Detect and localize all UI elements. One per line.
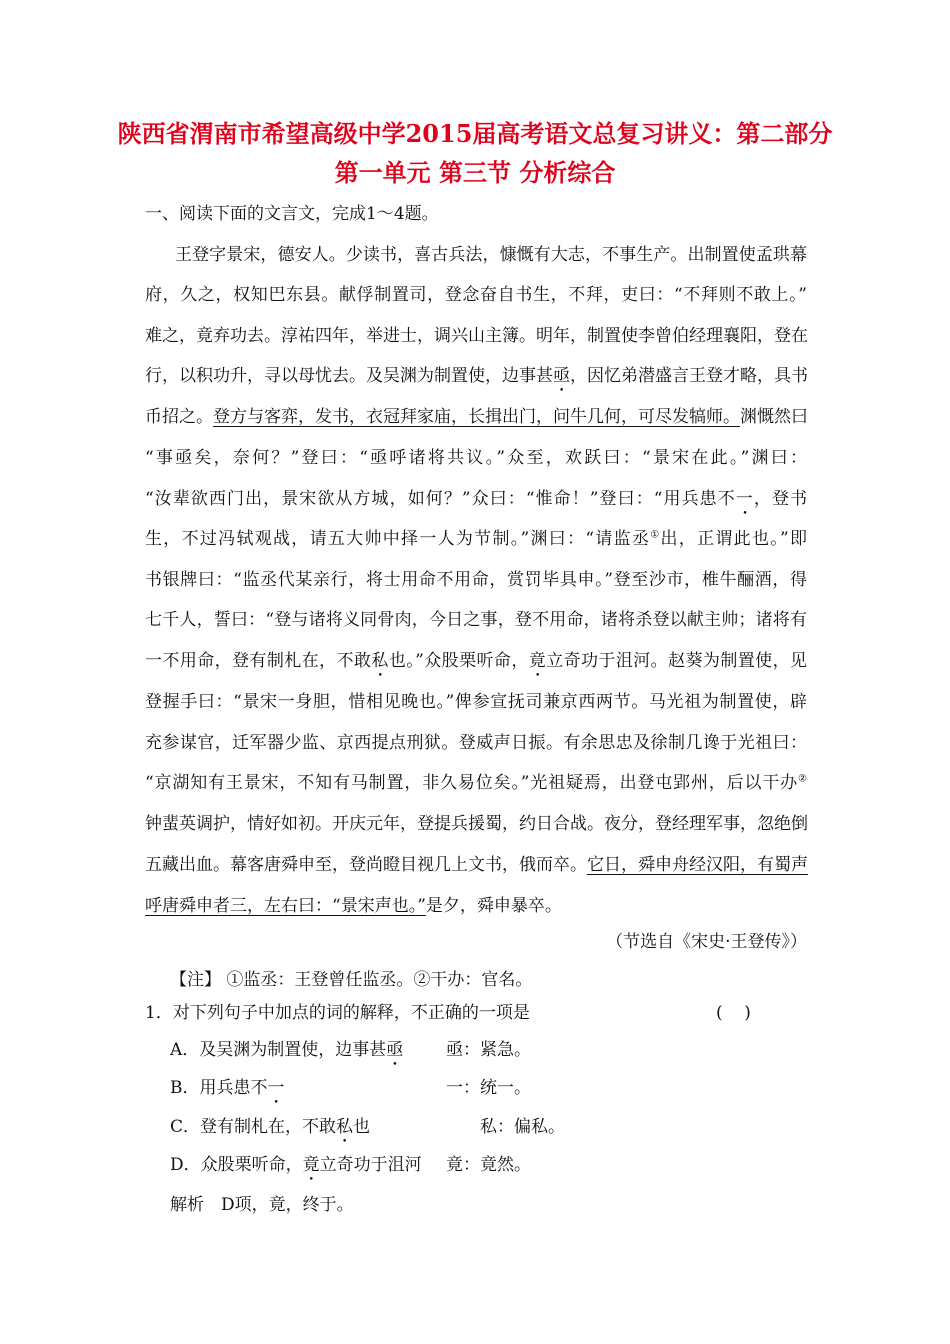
answer-blank: ( ) [716,1003,751,1023]
dotted-word: 竟 [302,1155,320,1175]
option-c: C．登有制札在，不敢私也 [170,1117,371,1137]
footnote-marker: ① [650,529,661,541]
document-title-line-2: 第一单元 第三节 分析综合 [334,158,616,187]
dotted-word: 私 [371,651,389,671]
passage-source: （节选自《宋史·王登传》） [606,932,807,952]
passage-line: 难之，竟弃功去。淳祐四年，举进士，调兴山主簿。明年，制置使李曾伯经理襄阳，登在 [145,326,808,346]
question-stem: 1．对下列句子中加点的词的解释，不正确的一项是 [145,1003,530,1023]
passage-line: 府，久之，权知巴东县。献俘制置司，登念奋自书生，不拜，吏曰：“不拜则不敢上。” [145,285,807,305]
answer-analysis: 解析 D项，竟，终于。 [170,1195,354,1215]
passage-line: 王登字景宋，德安人。少读书，喜古兵法，慷慨有大志，不事生产。出制置使孟珙幕 [175,245,807,265]
dotted-word: 亟 [386,1040,404,1060]
passage-line: “汝辈欲西门出，景宋欲从方城，如何？”众曰：“惟命！”登曰：“用兵患不一，登书 [145,489,808,509]
option-b: B．用兵患不一 [170,1078,285,1098]
passage-line: 币招之。登方与客弈，发书，衣冠拜家庙，长揖出门，问牛几何，可尽发犒师。渊慨然曰 [145,407,808,427]
passage-line: 一不用命，登有制札在，不敢私也。”众股栗听命，竟立奇功于沮河。赵葵为制置使，见 [145,651,808,671]
option-d-explanation: 竟：竟然。 [446,1155,531,1175]
option-a: A．及吴渊为制置使，边事甚亟 [170,1040,404,1060]
dotted-word: 私 [336,1117,354,1137]
underlined-sentence: 登方与客弈，发书，衣冠拜家庙，长揖出门，问牛几何，可尽发犒师。 [213,407,740,427]
dotted-word: 一 [735,489,754,509]
dotted-word: 亟 [553,366,570,386]
document-title-line-1: 陕西省渭南市希望高级中学2015届高考语文总复习讲义：第二部分 [117,119,833,148]
passage-line: 生，不过冯轼观战，请五大帅中择一人为节制。”渊曰：“请监丞①出，正谓此也。”即 [145,529,807,549]
dotted-word: 一 [267,1078,285,1098]
passage-line: 充参谋官，迁军器少监、京西提点刑狱。登威声日振。有余思忠及徐制几谗于光祖曰： [145,733,807,753]
annotation-note: 【注】 ①监丞：王登曾任监丞。②干办：官名。 [170,970,533,990]
passage-line: 钟蜚英调护，情好如初。开庆元年，登提兵援蜀，约日合战。夜分，登经理军事，忽绝倒 [145,814,808,834]
passage-line: 书银牌曰：“监丞代某亲行，将士用命不用命，赏罚毕具申。”登至沙市，椎牛酾酒，得 [145,570,807,590]
option-a-explanation: 亟：紧急。 [446,1040,531,1060]
reading-instruction: 一、阅读下面的文言文，完成1～4题。 [145,204,439,224]
passage-line: “事亟矣，奈何？”登曰：“亟呼诸将共议。”众至，欢跃曰：“景宋在此。”渊曰： [145,448,807,468]
passage-line: “京湖知有王景宋，不知有马制置，非久易位矣。”光祖疑焉，出登屯郢州，后以干办② [145,773,807,793]
passage-line: 登握手曰：“景宋一身胆，惜相见晚也。”俾参宣抚司兼京西两节。马光祖为制置使，辟 [145,692,807,712]
underlined-sentence: 呼唐舜申者三，左右曰：“景宋声也。” [145,896,426,916]
underlined-sentence: 它日，舜申舟经汉阳，有蜀声 [587,855,808,875]
option-c-explanation: 私：偏私。 [480,1117,565,1137]
passage-line: 五藏出血。幕客唐舜申至，登尚瞪目视几上文书，俄而卒。它日，舜申舟经汉阳，有蜀声 [145,855,808,875]
dotted-word: 竟 [528,651,547,671]
option-d: D．众股栗听命，竟立奇功于沮河 [170,1155,422,1175]
passage-line: 七千人，誓曰：“登与诸将义同骨肉，今日之事，登不用命，诸将杀登以献主帅；诸将有 [145,610,807,630]
passage-line: 呼唐舜申者三，左右曰：“景宋声也。”是夕，舜申暴卒。 [145,896,562,916]
footnote-marker: ② [798,773,807,785]
option-b-explanation: 一：统一。 [446,1078,531,1098]
passage-line: 行，以积功升，寻以母忧去。及吴渊为制置使，边事甚亟，因忆弟潜盛言王登才略，具书 [145,366,808,386]
